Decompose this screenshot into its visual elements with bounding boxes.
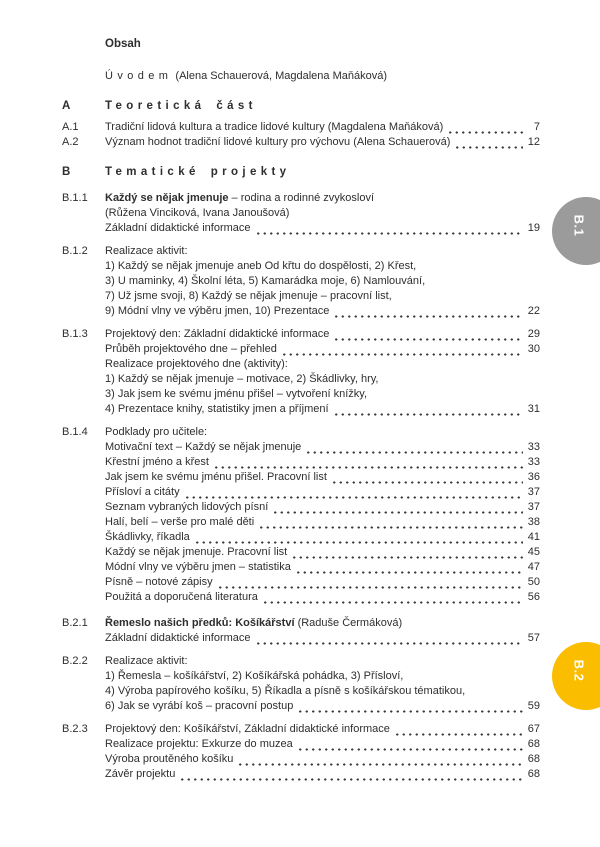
entry-line (105, 357, 540, 372)
dot-leader (213, 466, 523, 469)
entry-number: B (62, 166, 71, 178)
entry-text: 4) Prezentace knihy, statistiky jmen a příjmení (105, 403, 329, 415)
entry-lines (105, 191, 540, 236)
entry-line (105, 135, 540, 150)
entry-line (105, 767, 540, 782)
entry-number: B.2.1 (62, 617, 88, 629)
entry-line (105, 455, 540, 470)
page-number: 38 (527, 516, 540, 528)
entry-text: Každý se nějak jmenuje. Pracovní list (105, 546, 288, 558)
toc-list (62, 37, 540, 782)
entry-line (105, 244, 540, 259)
entry-lines (105, 69, 540, 84)
entry-lines (105, 425, 540, 605)
entry-number: B.1.3 (62, 328, 88, 340)
dot-leader (295, 571, 523, 574)
entry-line (105, 669, 540, 684)
dot-leader (333, 338, 523, 341)
entry-text: Obsah (105, 38, 141, 50)
toc-entry-b-1-4 (62, 425, 540, 605)
dot-leader (237, 763, 523, 766)
entry-line (105, 387, 540, 402)
entry-number: A (62, 100, 71, 112)
page-number: 67 (527, 723, 540, 735)
entry-lines (105, 327, 540, 417)
page-number: 41 (527, 531, 540, 543)
entry-text: Motivační text – Každý se nějak jmenuje (105, 441, 302, 453)
page-number: 33 (527, 441, 540, 453)
entry-line (105, 425, 540, 440)
entry-text: Přísloví a citáty (105, 486, 180, 498)
entry-text: Jak jsem ke svému jménu přišel. Pracovní list (105, 471, 327, 483)
intro-label: Úvodem (105, 70, 173, 82)
dot-leader (454, 146, 523, 149)
entry-text: – rodina a rodinné zvykosloví (228, 192, 375, 204)
entry-text: Použitá a doporučená literatura (105, 591, 258, 603)
page-number: 37 (527, 486, 540, 498)
entry-line (105, 616, 540, 631)
dot-leader (194, 541, 523, 544)
entry-text: 6) Jak se vyrábí koš – pracovní postup (105, 700, 294, 712)
tab-b1-label: B.1 (571, 214, 587, 236)
page-number: 37 (527, 501, 540, 513)
dot-leader (297, 710, 523, 713)
toc-entry-b-1-2 (62, 244, 540, 319)
entry-text: Seznam vybraných lidových písní (105, 501, 269, 513)
entry-line (105, 206, 540, 221)
entry-text: Písně – notové zápisy (105, 576, 213, 588)
entry-line (105, 722, 540, 737)
tab-b2-label: B.2 (571, 659, 587, 681)
dot-leader (184, 496, 523, 499)
toc-entry-a-1 (62, 120, 540, 135)
dot-leader (179, 778, 523, 781)
entry-text: Projektový den: Košíkářství, Základní didaktické informace (105, 723, 390, 735)
entry-line (105, 191, 540, 206)
entry-line (105, 342, 540, 357)
page-number: 56 (527, 591, 540, 603)
entry-line (105, 372, 540, 387)
entry-text: Výroba proutěného košíku (105, 753, 234, 765)
dot-leader (394, 733, 523, 736)
page-number: 30 (527, 343, 540, 355)
page-number: 31 (527, 403, 540, 415)
toc-entry-a (62, 99, 540, 114)
entry-line (105, 221, 540, 236)
entry-lines (105, 244, 540, 319)
section-tab-b2 (552, 642, 600, 710)
dot-leader (331, 481, 523, 484)
entry-line (105, 402, 540, 417)
entry-text: Závěr projektu (105, 768, 176, 780)
entry-text: Módní vlny ve výběru jmen – statistika (105, 561, 291, 573)
page-number: 19 (527, 222, 540, 234)
entry-text: 3) Jak jsem ke svému jménu přišel – vytvoření knížky, (105, 388, 368, 400)
entry-line (105, 515, 540, 530)
entry-text: 9) Módní vlny ve výběru jmen, 10) Prezentace (105, 305, 330, 317)
entry-line (105, 560, 540, 575)
entry-text: Základní didaktické informace (105, 632, 251, 644)
toc-entry-a-2 (62, 135, 540, 150)
entry-line (105, 699, 540, 714)
toc-entry-title (62, 37, 540, 52)
entry-lines (105, 722, 540, 782)
page-number: 47 (527, 561, 540, 573)
entry-text: Realizace projektového dne (aktivity): (105, 358, 288, 370)
entry-text: Halí, belí – verše pro malé děti (105, 516, 255, 528)
page-number: 36 (527, 471, 540, 483)
entry-lines (105, 99, 540, 114)
entry-line (105, 120, 540, 135)
entry-line (105, 575, 540, 590)
toc-entry-b-2-3 (62, 722, 540, 782)
entry-text: 1) Řemesla – košíkářství, 2) Košíkářská pohádka, 3) Přísloví, (105, 670, 404, 682)
toc-entry-b-1-1 (62, 191, 540, 236)
entry-text: Realizace projektu: Exkurze do muzea (105, 738, 293, 750)
entry-title-bold: Každý se nějak jmenuje (105, 192, 229, 204)
entry-text: Podklady pro učitele: (105, 426, 208, 438)
page-number: 29 (527, 328, 540, 340)
entry-text: (Raduše Čermáková) (294, 617, 403, 629)
entry-title-bold: Řemeslo našich předků: Košíkářství (105, 617, 295, 629)
page-number: 59 (527, 700, 540, 712)
entry-number (62, 69, 105, 84)
entry-number: B.1.2 (62, 245, 88, 257)
entry-number: B.1.4 (62, 426, 88, 438)
page-number: 50 (527, 576, 540, 588)
entry-number: B.2.2 (62, 655, 88, 667)
toc-entry-b-1-3 (62, 327, 540, 417)
entry-text: 7) Už jsme svoji, 8) Každý se nějak jmenuje – pracovní list, (105, 290, 392, 302)
entry-lines (105, 654, 540, 714)
entry-line (105, 530, 540, 545)
page-number: 12 (527, 136, 540, 148)
entry-line (105, 289, 540, 304)
toc-entry-b-2-1 (62, 616, 540, 646)
section-tab-b1 (552, 197, 600, 265)
entry-text: (Růžena Vinciková, Ivana Janoušová) (105, 207, 290, 219)
dot-leader (255, 232, 523, 235)
toc-entry-b (62, 165, 540, 180)
dot-leader (255, 642, 523, 645)
dot-leader (258, 526, 523, 529)
entry-line (105, 37, 540, 52)
entry-line (105, 274, 540, 289)
dot-leader (447, 131, 523, 134)
page-number: 68 (527, 753, 540, 765)
entry-text: Projektový den: Základní didaktické informace (105, 328, 330, 340)
entry-lines (105, 37, 540, 52)
toc-entry-intro (62, 69, 540, 84)
entry-text: Realizace aktivit: (105, 655, 188, 667)
entry-lines (105, 135, 540, 150)
entry-line (105, 470, 540, 485)
entry-line (105, 590, 540, 605)
entry-line (105, 304, 540, 319)
entry-text: 1) Každý se nějak jmenuje – motivace, 2) Škádlivky, hry, (105, 373, 379, 385)
dot-leader (333, 315, 523, 318)
page-number: 33 (527, 456, 540, 468)
entry-line (105, 737, 540, 752)
entry-lines (105, 120, 540, 135)
dot-leader (272, 511, 523, 514)
entry-text: Význam hodnot tradiční lidové kultury pro výchovu (Alena Schauerová) (105, 136, 451, 148)
entry-line (105, 631, 540, 646)
entry-text: Tradiční lidová kultura a tradice lidové kultury (Magdalena Maňáková) (105, 121, 444, 133)
entry-text: Realizace aktivit: (105, 245, 188, 257)
page-number: 7 (533, 121, 540, 133)
entry-line (105, 500, 540, 515)
entry-line (105, 545, 540, 560)
entry-number: B.1.1 (62, 192, 88, 204)
entry-text: Teoretická část (105, 100, 257, 112)
entry-line (105, 327, 540, 342)
dot-leader (297, 748, 523, 751)
entry-line (105, 684, 540, 699)
entry-line (105, 752, 540, 767)
dot-leader (291, 556, 523, 559)
dot-leader (262, 601, 523, 604)
entry-text: 4) Výroba papírového košíku, 5) Říkadla a písně s košíkářskou tématikou, (105, 685, 466, 697)
entry-number: B.2.3 (62, 723, 88, 735)
entry-lines (105, 165, 540, 180)
page-number: 22 (527, 305, 540, 317)
dot-leader (333, 413, 523, 416)
entry-lines (105, 616, 540, 646)
entry-number (62, 37, 105, 52)
entry-text: Tematické projekty (105, 166, 291, 178)
dot-leader (305, 451, 523, 454)
entry-text: 1) Každý se nějak jmenuje aneb Od křtu do dospělosti, 2) Křest, (105, 260, 417, 272)
entry-number: A.2 (62, 136, 79, 148)
page-number: 68 (527, 768, 540, 780)
dot-leader (281, 353, 523, 356)
entry-line (105, 69, 540, 84)
entry-text: Křestní jméno a křest (105, 456, 209, 468)
page-number: 68 (527, 738, 540, 750)
entry-text: Základní didaktické informace (105, 222, 251, 234)
entry-text: Průběh projektového dne – přehled (105, 343, 277, 355)
toc-entry-b-2-2 (62, 654, 540, 714)
entry-line (105, 99, 540, 114)
page-number: 57 (527, 632, 540, 644)
entry-line (105, 440, 540, 455)
entry-text: (Alena Schauerová, Magdalena Maňáková) (172, 70, 388, 82)
entry-text: 3) U maminky, 4) Školní léta, 5) Kamarádka moje, 6) Namlouvání, (105, 275, 426, 287)
dot-leader (217, 586, 523, 589)
entry-number: A.1 (62, 121, 79, 133)
entry-line (105, 259, 540, 274)
entry-line (105, 485, 540, 500)
entry-line (105, 654, 540, 669)
entry-line (105, 165, 540, 180)
page-number: 45 (527, 546, 540, 558)
entry-text: Škádlivky, říkadla (105, 531, 190, 543)
